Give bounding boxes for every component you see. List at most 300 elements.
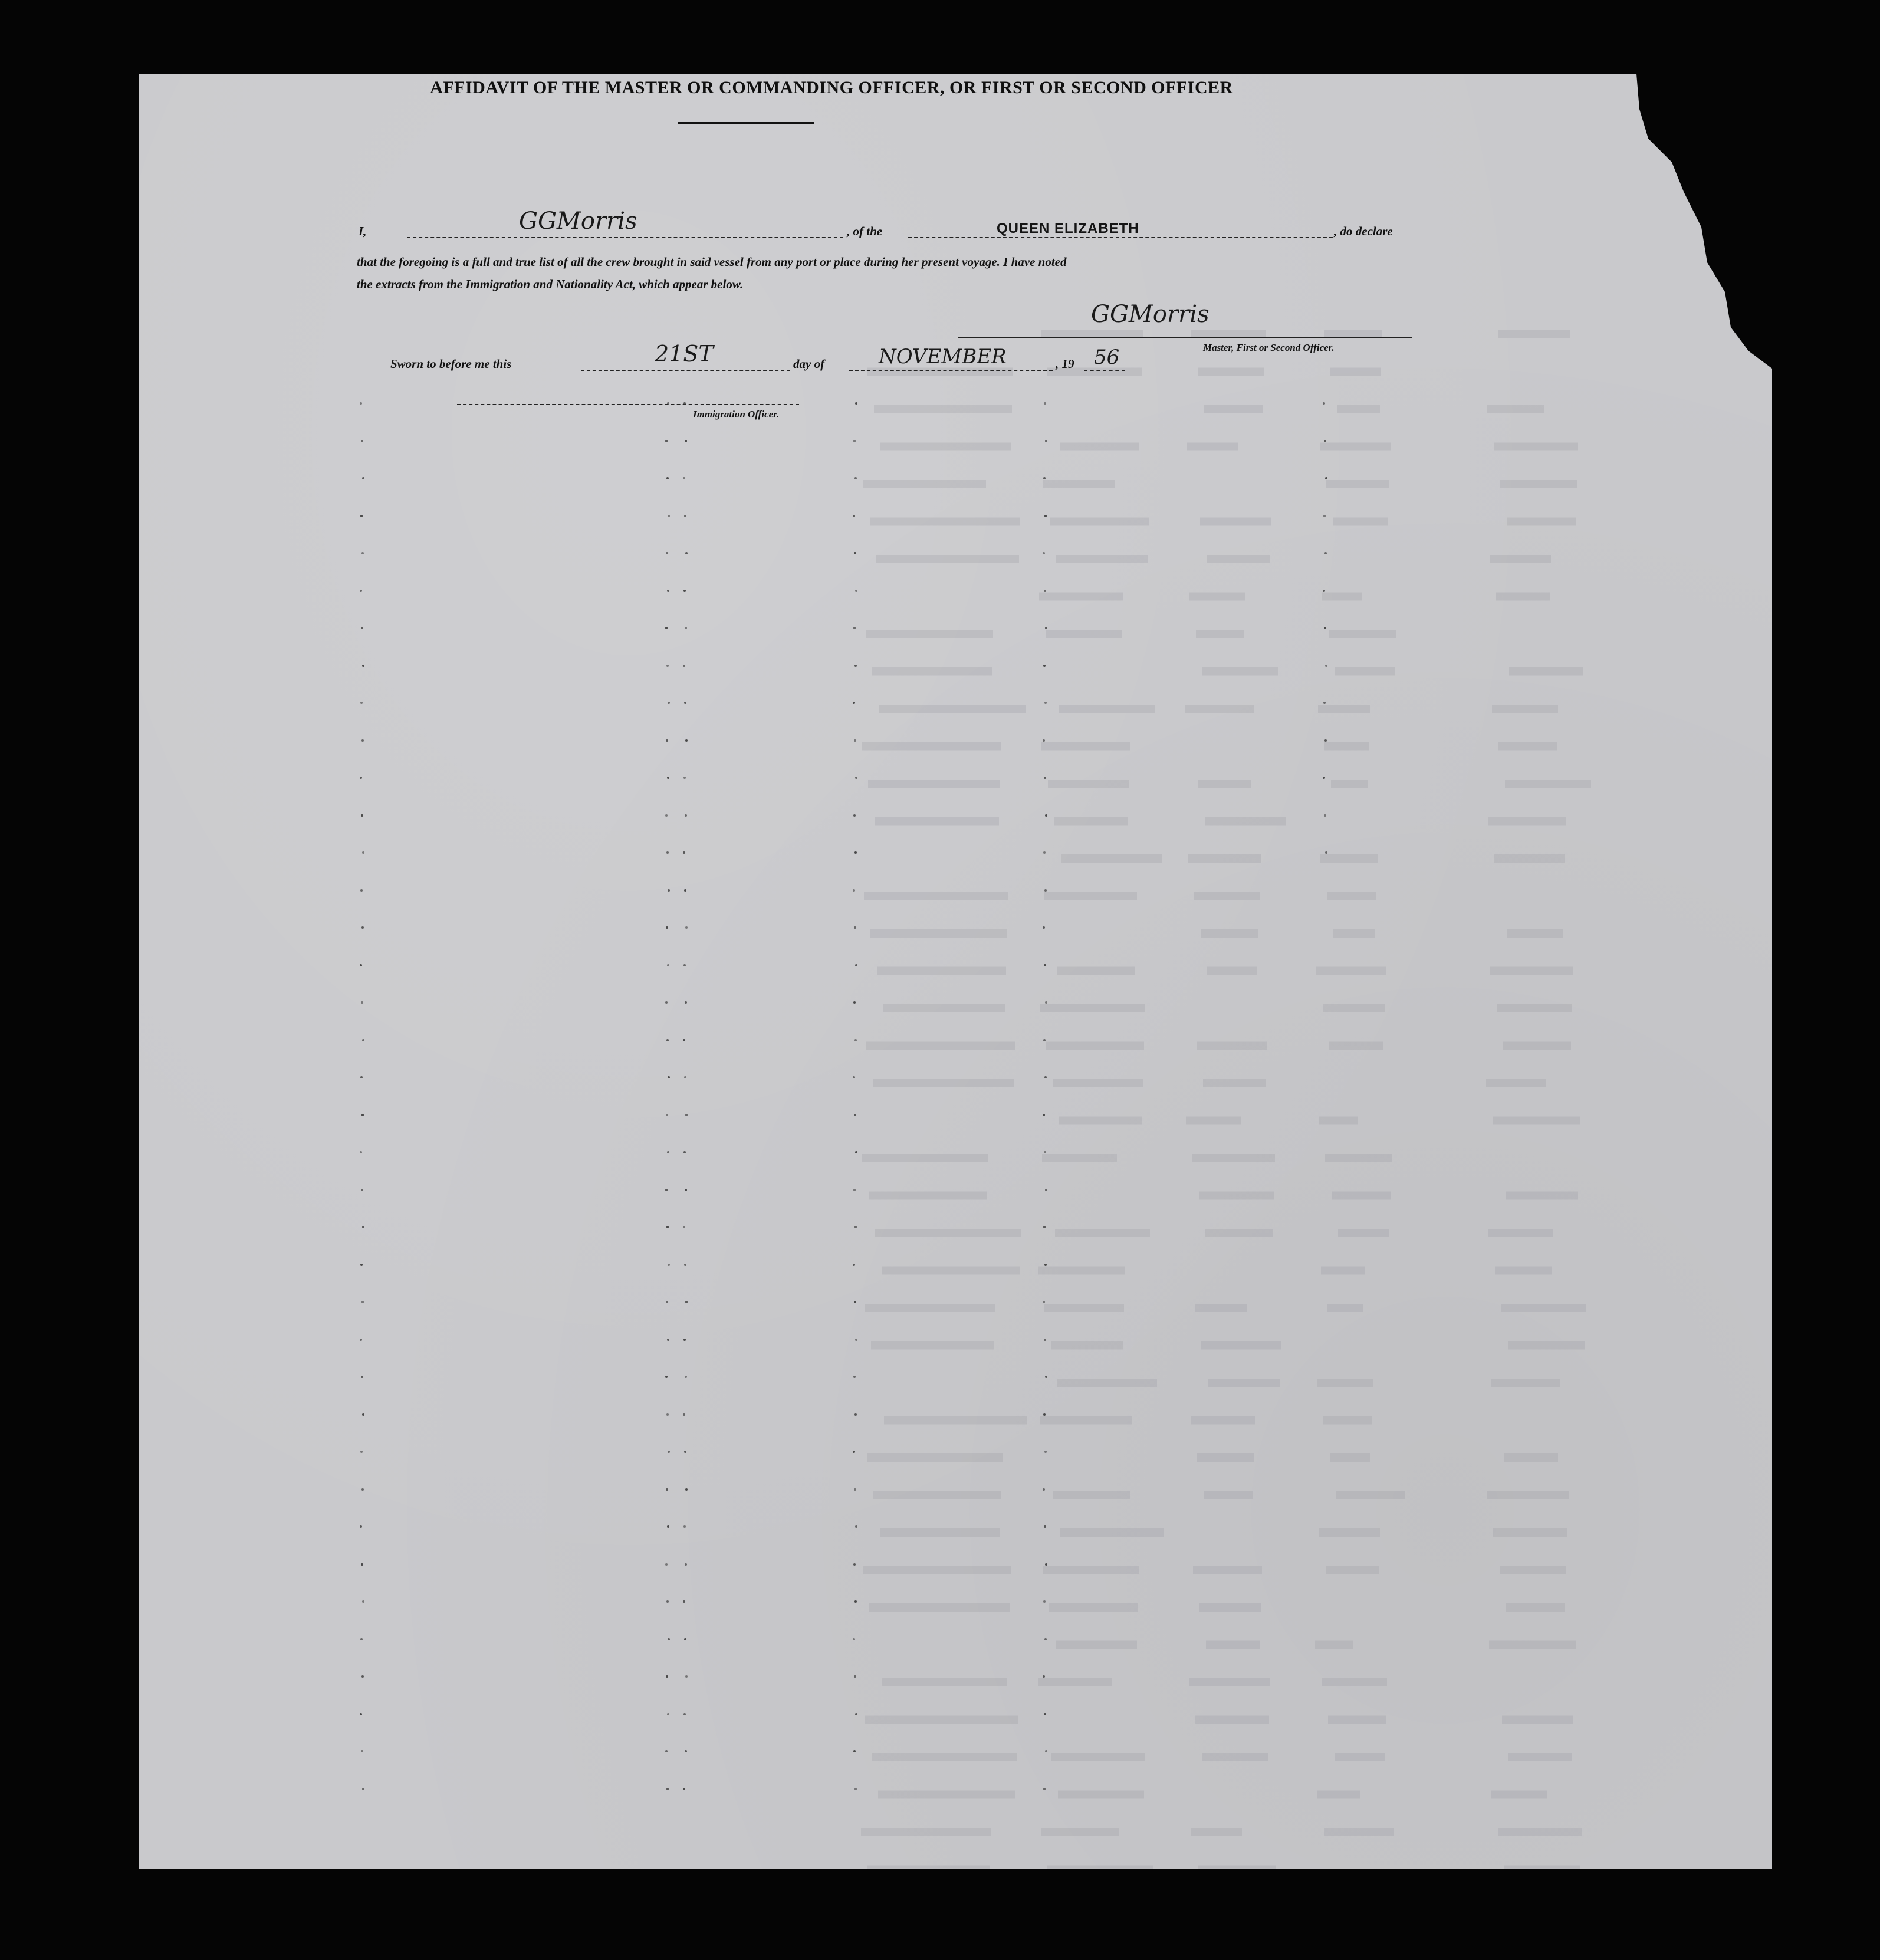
column-dot [1325,477,1327,479]
ghost-text-block [877,967,1006,975]
column-dot [667,964,669,966]
column-dot [361,1675,364,1678]
column-dot [854,1788,857,1790]
ghost-text-block [865,1304,995,1312]
ghost-text-block [872,667,992,676]
i-label: I, [359,224,367,238]
ghost-text-block [1185,705,1254,713]
column-dot [855,777,857,779]
column-dot [1325,851,1327,854]
column-dot [854,851,857,854]
ghost-text-block [867,1866,990,1870]
ghost-text-block [861,1828,991,1836]
column-dot [1044,1713,1046,1715]
ghost-text-block [1060,1528,1164,1537]
column-dot [665,1376,668,1378]
column-dot [1044,515,1047,517]
column-dot [1043,665,1046,667]
column-dot [666,552,668,554]
column-dot [1045,440,1047,442]
column-dot [361,1301,364,1303]
column-dot [665,1750,668,1752]
ghost-text-block [869,1192,987,1200]
ghost-text-block [1336,1491,1405,1499]
sworn-day: 21ST [655,341,714,367]
ghost-text-block [1490,967,1573,975]
column-dot [1043,1413,1046,1416]
column-dot [683,777,686,779]
column-dot [684,1638,686,1640]
ghost-text-block [1058,1791,1144,1799]
column-dot [854,1488,856,1491]
column-dot [666,1600,669,1603]
column-dot [1323,402,1325,405]
year-line [1084,370,1125,371]
ghost-text-block [1204,405,1263,413]
ghost-text-block [1329,1042,1383,1050]
column-dot [685,1189,687,1191]
column-dot [362,1039,364,1041]
ghost-text-block [1322,593,1362,601]
column-dot [1325,665,1327,667]
column-dot [668,889,670,892]
ghost-text-block [1488,817,1566,826]
ghost-text-block [1323,1416,1372,1425]
column-dot [361,1750,363,1752]
column-dot [683,1525,686,1528]
ghost-text-block [882,1267,1020,1275]
ghost-text-block [1498,1828,1582,1836]
column-dot [1043,1301,1045,1303]
column-dot [1044,889,1047,892]
column-dot [360,889,363,892]
column-dot [854,739,856,742]
ghost-text-block [1195,1304,1247,1312]
column-dot [685,1563,687,1566]
ghost-text-block [1335,1753,1385,1761]
ghost-text-block [1502,1716,1573,1724]
ghost-text-block [1049,1603,1138,1612]
column-dot [854,665,857,667]
column-dot [361,1376,363,1378]
column-dot [1043,1114,1045,1116]
year-prefix: , 19 [1056,357,1074,371]
ghost-text-block [1202,1753,1268,1761]
column-dot [361,1488,364,1491]
ghost-text-block [1488,1229,1553,1237]
sworn-month: NOVEMBER [879,345,1007,369]
ghost-text-block [1204,1491,1253,1499]
column-dot [360,964,362,966]
ghost-text-block [1505,780,1591,788]
ghost-text-block [1493,1117,1580,1125]
ghost-text-block [1189,1678,1270,1686]
ghost-text-block [1059,705,1155,713]
column-dot [361,1563,363,1566]
column-dot [685,1675,688,1678]
column-dot [1045,814,1047,817]
ghost-text-block [1335,667,1395,676]
ghost-text-block [880,443,1011,451]
column-dot [668,1264,670,1266]
column-dot [666,477,669,479]
column-dot [1045,1189,1047,1191]
column-dot [1045,1376,1047,1378]
ghost-text-block [1508,1753,1572,1761]
column-dot [361,1001,363,1004]
title-underline [678,122,814,124]
ghost-text-block [1044,1304,1124,1312]
ghost-text-block [1507,518,1576,526]
column-dot [666,1413,669,1416]
ghost-text-block [1328,1716,1386,1724]
ghost-text-block [875,817,999,826]
ghost-text-block [1039,593,1123,601]
column-dot [1043,552,1045,554]
ghost-text-block [1043,480,1115,488]
ghost-text-block [1191,1416,1255,1425]
column-dot [853,1451,855,1453]
column-dot [853,702,855,704]
column-dot [854,1039,857,1041]
ghost-text-block [1195,1716,1269,1724]
ghost-text-block [1047,1866,1153,1870]
ghost-text-block [1491,1379,1560,1387]
ghost-text-block [1321,1267,1365,1275]
ghost-text-block [1498,330,1570,338]
column-dot [667,777,669,779]
column-dot [1323,515,1326,517]
ghost-text-block [1044,892,1137,900]
column-dot [855,1151,857,1153]
column-dot [667,1151,669,1153]
ghost-text-block [1333,929,1375,938]
ghost-text-block [1198,1866,1276,1870]
ghost-text-block [870,518,1020,526]
column-dot [666,1675,668,1678]
column-dot [855,402,857,405]
ghost-text-block [867,1453,1003,1462]
column-dot [685,1301,688,1303]
ghost-text-block [862,742,1001,751]
column-dot [360,1451,363,1453]
ghost-text-block [1320,443,1391,451]
ghost-text-block [1329,630,1396,638]
officer-signature: GGMorris [519,208,637,235]
ghost-text-block [1054,817,1128,826]
ghost-text-block [1338,1229,1389,1237]
ghost-text-block [1057,967,1135,975]
ghost-text-block [1191,1828,1242,1836]
ghost-text-block [1506,1192,1578,1200]
column-dot [684,1076,686,1078]
vessel-name: QUEEN ELIZABETH [997,221,1139,236]
column-dot [1045,1563,1047,1566]
column-dot [1044,777,1046,779]
ghost-text-block [1506,1603,1565,1612]
column-dot [666,1039,669,1041]
column-dot [1043,477,1046,479]
ghost-text-block [1051,1753,1145,1761]
column-dot [1043,926,1045,929]
column-dot [683,665,685,667]
ghost-text-block [1495,1267,1552,1275]
declare-label: , do declare [1334,224,1393,238]
ghost-text-block [1057,1379,1157,1387]
column-dot [1044,702,1047,704]
column-dot [1045,1001,1047,1004]
column-dot [360,1076,363,1078]
column-dot [360,702,363,704]
column-dot [683,1713,686,1715]
column-dot [1324,627,1326,629]
column-dot [855,590,857,592]
ghost-text-block [1317,1791,1360,1799]
column-dot [685,440,687,442]
column-dot [667,1525,669,1528]
column-dot [360,1264,363,1266]
column-dot [665,814,668,817]
ghost-text-block [1051,1341,1123,1350]
column-dot [665,1189,668,1191]
bleed-through-texture [139,74,1772,1869]
ghost-text-block [1207,555,1270,563]
column-dot [683,851,685,854]
ghost-text-block [1322,1678,1387,1686]
ghost-text-block [1205,817,1286,826]
column-dot [362,1788,364,1790]
ghost-text-block [1186,1117,1241,1125]
column-dot [360,1713,362,1715]
column-dot [1044,1638,1047,1640]
ghost-text-block [866,630,993,638]
column-dot [1043,1039,1046,1041]
ghost-text-block [1061,854,1162,863]
column-dot [853,1563,856,1566]
ghost-text-block [1188,854,1261,863]
column-dot [684,1451,686,1453]
ghost-text-block [864,892,1008,900]
column-dot [684,702,686,704]
ghost-text-block [875,1229,1021,1237]
ghost-text-block [1206,1641,1260,1649]
ghost-text-block [1208,1379,1280,1387]
column-dot [668,1451,670,1453]
ghost-text-block [1486,1079,1546,1087]
column-dot [685,627,687,629]
column-dot [685,1114,688,1116]
column-dot [1043,1488,1045,1491]
column-dot [853,515,855,517]
column-dot [361,552,364,554]
ghost-text-block [1323,1004,1385,1012]
ghost-text-block [1187,443,1238,451]
column-dot [362,1600,364,1603]
column-dot [665,440,668,442]
column-dot [666,1114,668,1116]
column-dot [683,964,686,966]
ghost-text-block [1497,1004,1572,1012]
immigration-caption: Immigration Officer. [693,409,780,420]
officer-name-line [407,237,843,238]
ghost-text-block [1487,405,1544,413]
column-dot [666,665,669,667]
ghost-text-block [876,555,1019,563]
column-dot [853,1001,856,1004]
column-dot [1043,1675,1045,1678]
ghost-text-block [1042,1154,1117,1162]
column-dot [1044,964,1046,966]
ghost-text-block [1333,518,1388,526]
column-dot [683,590,686,592]
ghost-text-block [879,705,1026,713]
column-dot [666,851,669,854]
ghost-text-block [1330,368,1381,376]
ghost-text-block [1494,443,1578,451]
column-dot [1044,1076,1047,1078]
ghost-text-block [884,1416,1027,1425]
ghost-text-block [1501,1304,1586,1312]
sworn-month-line [849,370,1053,371]
master-signature: GGMorris [1091,301,1209,328]
ghost-text-block [1493,1528,1567,1537]
ghost-text-block [1508,1341,1585,1350]
column-dot [854,1675,856,1678]
column-dot [666,1788,669,1790]
ghost-text-block [871,1341,994,1350]
ghost-text-block [1337,405,1380,413]
statement-line-2: the extracts from the Immigration and Nationality Act, which appear below. [357,277,744,291]
column-dot [1324,552,1327,554]
ghost-text-block [1498,742,1557,751]
ghost-text-block [1053,1491,1130,1499]
column-dot [854,477,857,479]
vessel-name-line [908,237,1333,238]
column-dot [853,814,856,817]
ghost-text-block [869,1603,1010,1612]
ghost-text-block [1038,1267,1125,1275]
column-dot [666,1226,669,1228]
column-dot [855,1339,857,1341]
column-dot [361,926,364,929]
column-dot [685,1376,687,1378]
column-dot [360,1339,362,1341]
ghost-text-block [1326,480,1389,488]
ghost-text-block [1050,518,1149,526]
ghost-text-block [873,1491,1001,1499]
column-dot [668,515,670,517]
ghost-text-block [1199,1192,1274,1200]
column-dot [854,1600,857,1603]
column-dot [361,739,364,742]
column-dot [854,552,856,554]
ghost-text-block [866,1042,1015,1050]
ghost-text-block [874,405,1012,413]
column-dot [361,1189,363,1191]
ghost-text-block [1327,892,1376,900]
column-dot [683,402,686,405]
ghost-text-block [1201,929,1258,938]
column-dot [665,627,668,629]
ghost-text-block [1494,854,1565,863]
column-dot [361,1114,364,1116]
ghost-text-block [865,1716,1018,1724]
ghost-text-block [1201,1341,1281,1350]
ghost-text-block [1059,1117,1142,1125]
column-dot [362,1226,364,1228]
ghost-text-block [1198,780,1251,788]
column-dot [362,477,364,479]
column-dot [667,402,669,405]
ghost-text-block [1327,1304,1363,1312]
ghost-text-block [1038,1678,1112,1686]
ghost-text-block [867,368,1013,376]
column-dot [668,1076,670,1078]
immigration-officer-line [457,404,799,405]
column-dot [854,1226,857,1228]
master-signature-line [958,337,1412,338]
column-dot [685,552,688,554]
column-dot [853,1264,855,1266]
sworn-day-line [581,370,790,371]
column-dot [1044,1264,1047,1266]
year-suffix: 56 [1094,346,1120,369]
ghost-text-block [1489,1641,1576,1649]
column-dot [1043,1226,1046,1228]
column-dot [683,1413,685,1416]
affidavit-title: AFFIDAVIT OF THE MASTER OR COMMANDING OFFICER, OR FIRST OR SECOND OFFICER [430,78,1233,97]
ghost-text-block [872,1753,1017,1761]
ghost-text-block [1316,967,1386,975]
ghost-text-block [1056,1641,1137,1649]
column-dot [683,477,685,479]
column-dot [685,814,687,817]
statement-line-1: that the foregoing is a full and true list of all the crew brought in said vessel from any port or place during her present voyage. I have noted [357,255,1067,269]
column-dot [855,1713,857,1715]
ghost-text-block [1198,368,1264,376]
ghost-text-block [863,1566,1011,1574]
ghost-text-block [1192,1154,1275,1162]
column-dot [685,1750,687,1752]
column-dot [1043,851,1046,854]
ghost-text-block [1504,1866,1580,1870]
column-dot [853,1638,855,1640]
ghost-text-block [1492,705,1558,713]
ghost-text-block [1060,443,1139,451]
ghost-text-block [1040,1004,1145,1012]
column-dot [683,1600,685,1603]
column-dot [665,1563,668,1566]
ghost-text-block [1203,1079,1266,1087]
column-dot [685,926,688,929]
column-dot [1044,402,1046,405]
ghost-text-block [1319,1117,1358,1125]
ghost-text-block [1331,780,1368,788]
ghost-text-block [1046,630,1122,638]
column-dot [361,440,363,442]
column-dot [666,1488,668,1491]
ghost-text-block [1326,1566,1379,1574]
ghost-text-block [1196,630,1244,638]
ghost-text-block [1503,1042,1571,1050]
column-dot [1045,1750,1047,1752]
column-dot [1043,1788,1046,1790]
ghost-text-block [1200,518,1271,526]
column-dot [853,1189,856,1191]
ghost-text-block [1048,780,1129,788]
column-dot [854,926,856,929]
column-dot [854,1114,856,1116]
